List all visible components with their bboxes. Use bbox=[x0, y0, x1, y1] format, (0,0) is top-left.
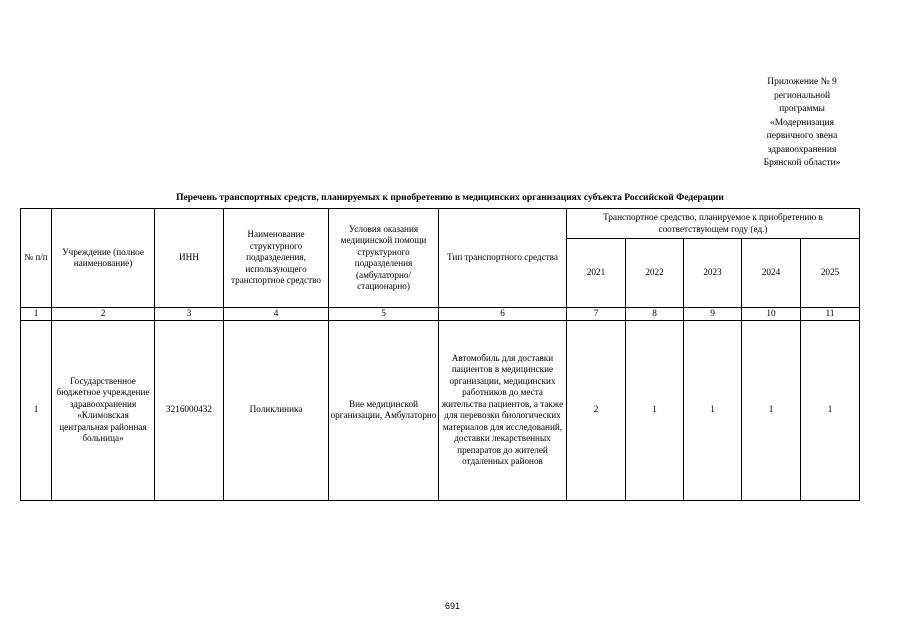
cell-year-value: 1 bbox=[684, 320, 742, 500]
appendix-line: первичного звена bbox=[766, 131, 838, 141]
cell-inn: 3216000432 bbox=[155, 320, 224, 500]
cell-year-value: 1 bbox=[801, 320, 860, 500]
cell-year-value: 1 bbox=[742, 320, 801, 500]
header-inn: ИНН bbox=[155, 209, 224, 308]
appendix-line: программы bbox=[779, 104, 825, 114]
header-year: 2021 bbox=[567, 239, 626, 308]
column-index: 11 bbox=[801, 308, 860, 321]
table-row bbox=[21, 320, 860, 500]
appendix-note bbox=[752, 76, 852, 171]
cell-vehicle-type: Автомобиль для доставки пациентов в медицинские организации, медицинских работников до места жительства пациентов, а также для перевозки биологических материалов для исследований, доставки лекарственных препаратов до жителей отдаленных районов bbox=[439, 320, 567, 500]
column-index: 9 bbox=[684, 308, 742, 321]
appendix-line: здравоохранения bbox=[767, 144, 837, 155]
header-year: 2022 bbox=[626, 239, 684, 308]
header-planned-group: Транспортное средство, планируемое к приобретению в соответствующем году (ед.) bbox=[567, 209, 860, 239]
appendix-line: региональной bbox=[773, 90, 831, 101]
header-year: 2024 bbox=[742, 239, 801, 308]
vehicles-table bbox=[20, 208, 860, 501]
column-index: 8 bbox=[626, 308, 684, 321]
column-index: 2 bbox=[52, 308, 155, 321]
column-index: 4 bbox=[224, 308, 329, 321]
document-title: Перечень транспортных средств, планируемых к приобретению в медицинских организациях субъекта Российской Федерации bbox=[176, 193, 724, 203]
header-year: 2023 bbox=[684, 239, 742, 308]
header-conditions: Условия оказания медицинской помощи структурного подразделения (амбулаторно/ стационарно) bbox=[329, 209, 439, 308]
cell-institution: Государственное бюджетное учреждение здравоохранения «Климовская центральная районная больница» bbox=[52, 320, 155, 500]
header-vehicle-type: Тип транспортного средства bbox=[439, 209, 567, 308]
appendix-line: «Модернизация bbox=[770, 117, 834, 128]
header-year: 2025 bbox=[801, 239, 860, 308]
appendix-line: Брянской области» bbox=[763, 158, 841, 168]
cell-conditions: Вне медицинской организации, Амбулаторно bbox=[329, 320, 439, 500]
header-num: № п/п bbox=[21, 209, 52, 308]
appendix-line: Приложение № 9 bbox=[767, 77, 837, 87]
header-row bbox=[21, 209, 860, 239]
cell-unit: Поликлиника bbox=[224, 320, 329, 500]
header-unit: Наименование структурного подразделения, использующего транспортное средство bbox=[224, 209, 329, 308]
column-index: 1 bbox=[21, 308, 52, 321]
column-index: 6 bbox=[439, 308, 567, 321]
page-number: 691 bbox=[444, 601, 461, 611]
column-index: 7 bbox=[567, 308, 626, 321]
column-index-row bbox=[21, 308, 860, 321]
cell-year-value: 2 bbox=[567, 320, 626, 500]
column-index: 5 bbox=[329, 308, 439, 321]
cell-num: 1 bbox=[21, 320, 52, 500]
header-institution: Учреждение (полное наименование) bbox=[52, 209, 155, 308]
column-index: 3 bbox=[155, 308, 224, 321]
cell-year-value: 1 bbox=[626, 320, 684, 500]
column-index: 10 bbox=[742, 308, 801, 321]
